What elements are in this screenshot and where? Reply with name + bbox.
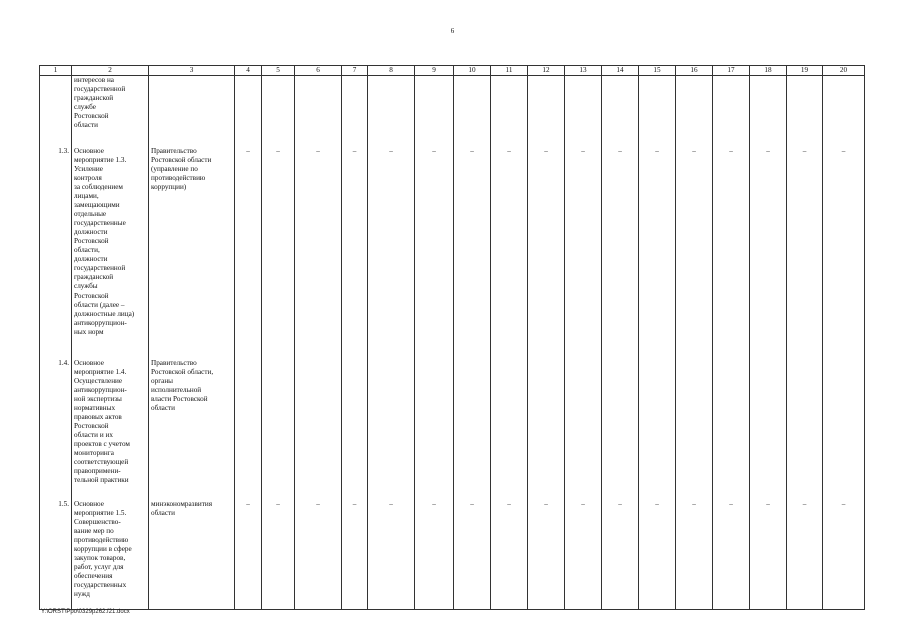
column-header: 16 — [676, 66, 713, 76]
value-cell: – — [823, 500, 865, 610]
activity-name: Основное мероприятие 1.4. Осуществление антикоррупцион- ной экспертизы нормативных правовых актов Ростовской области и их проектов с учетом мониторинга соответствующей правопримени- тельной практики — [72, 359, 149, 500]
value-cell — [368, 76, 415, 147]
program-table — [39, 65, 865, 610]
column-header: 14 — [602, 66, 639, 76]
value-cell — [602, 76, 639, 147]
value-cell: – — [415, 500, 454, 610]
column-header: 6 — [295, 66, 342, 76]
activity-name: Основное мероприятие 1.3. Усиление контроля за соблюдением лицами, замещающими отдельные государственные должности Ростовской области, должности государственной гражданской службы Ростовской области (далее – должностные лица) антикоррупцион- ных норм — [72, 147, 149, 359]
column-header: 18 — [750, 66, 787, 76]
table-row — [40, 500, 865, 610]
value-cell — [342, 76, 368, 147]
value-cell: – — [368, 147, 415, 359]
value-cell: – — [342, 500, 368, 610]
row-number: 1.3. — [40, 147, 72, 359]
value-cell — [528, 359, 565, 500]
value-cell: – — [713, 500, 750, 610]
page-number: 6 — [450, 27, 455, 35]
column-header: 19 — [787, 66, 823, 76]
column-header: 10 — [454, 66, 491, 76]
column-header: 13 — [565, 66, 602, 76]
value-cell — [639, 359, 676, 500]
value-cell: – — [639, 147, 676, 359]
value-cell — [823, 359, 865, 500]
table-row — [40, 359, 865, 500]
row-number: 1.4. — [40, 359, 72, 500]
value-cell — [676, 76, 713, 147]
responsible-executor: Правительство Ростовской области, органы исполнительной власти Ростовской области — [149, 359, 235, 500]
value-cell: – — [750, 147, 787, 359]
value-cell: – — [342, 147, 368, 359]
value-cell: – — [295, 500, 342, 610]
column-header: 3 — [149, 66, 235, 76]
value-cell — [787, 76, 823, 147]
value-cell: – — [415, 147, 454, 359]
value-cell — [639, 76, 676, 147]
value-cell: – — [491, 500, 528, 610]
value-cell: – — [235, 500, 262, 610]
value-cell — [454, 359, 491, 500]
value-cell: – — [262, 500, 295, 610]
value-cell — [235, 359, 262, 500]
value-cell — [262, 76, 295, 147]
value-cell: – — [602, 500, 639, 610]
value-cell: – — [639, 500, 676, 610]
value-cell — [713, 359, 750, 500]
value-cell: – — [454, 500, 491, 610]
column-header: 12 — [528, 66, 565, 76]
value-cell: – — [565, 500, 602, 610]
value-cell: – — [235, 147, 262, 359]
value-cell — [368, 359, 415, 500]
value-cell — [713, 76, 750, 147]
column-header: 8 — [368, 66, 415, 76]
value-cell: – — [295, 147, 342, 359]
value-cell: – — [676, 147, 713, 359]
value-cell: – — [491, 147, 528, 359]
column-header: 4 — [235, 66, 262, 76]
value-cell: – — [823, 147, 865, 359]
table-row — [40, 76, 865, 147]
column-header: 9 — [415, 66, 454, 76]
column-header: 7 — [342, 66, 368, 76]
table-body — [40, 76, 865, 610]
value-cell: – — [602, 147, 639, 359]
responsible-executor: Правительство Ростовской области (управление по противодействию коррупции) — [149, 147, 235, 359]
column-header: 15 — [639, 66, 676, 76]
responsible-executor: минэкономразвития области — [149, 500, 235, 610]
value-cell — [262, 359, 295, 500]
value-cell — [565, 359, 602, 500]
value-cell: – — [787, 500, 823, 610]
value-cell: – — [368, 500, 415, 610]
value-cell — [491, 76, 528, 147]
column-header: 5 — [262, 66, 295, 76]
value-cell — [528, 76, 565, 147]
value-cell: – — [787, 147, 823, 359]
value-cell — [750, 359, 787, 500]
value-cell: – — [528, 147, 565, 359]
value-cell: – — [713, 147, 750, 359]
value-cell — [415, 76, 454, 147]
value-cell — [676, 359, 713, 500]
value-cell — [823, 76, 865, 147]
file-path-footer: Y:\ORST\Ppo\0329p262.f21.docx — [41, 609, 130, 615]
table-row — [40, 147, 865, 359]
value-cell: – — [565, 147, 602, 359]
value-cell — [235, 76, 262, 147]
value-cell — [565, 76, 602, 147]
value-cell: – — [262, 147, 295, 359]
column-header: 20 — [823, 66, 865, 76]
activity-name: интересов на государственной гражданской службе Ростовской области — [72, 76, 149, 147]
activity-name: Основное мероприятие 1.5. Совершенство- вание мер по противодействию коррупции в сфере закупок товаров, работ, услуг для обеспечения государственных нужд — [72, 500, 149, 610]
value-cell — [342, 359, 368, 500]
responsible-executor — [149, 76, 235, 147]
value-cell — [602, 359, 639, 500]
value-cell: – — [454, 147, 491, 359]
value-cell — [415, 359, 454, 500]
column-header: 1 — [40, 66, 72, 76]
value-cell — [295, 359, 342, 500]
column-header: 11 — [491, 66, 528, 76]
column-number-row — [40, 66, 865, 76]
value-cell — [750, 76, 787, 147]
value-cell — [454, 76, 491, 147]
column-header: 2 — [72, 66, 149, 76]
value-cell: – — [528, 500, 565, 610]
row-number — [40, 76, 72, 147]
column-header: 17 — [713, 66, 750, 76]
value-cell — [295, 76, 342, 147]
value-cell: – — [750, 500, 787, 610]
value-cell — [787, 359, 823, 500]
value-cell: – — [676, 500, 713, 610]
row-number: 1.5. — [40, 500, 72, 610]
value-cell — [491, 359, 528, 500]
